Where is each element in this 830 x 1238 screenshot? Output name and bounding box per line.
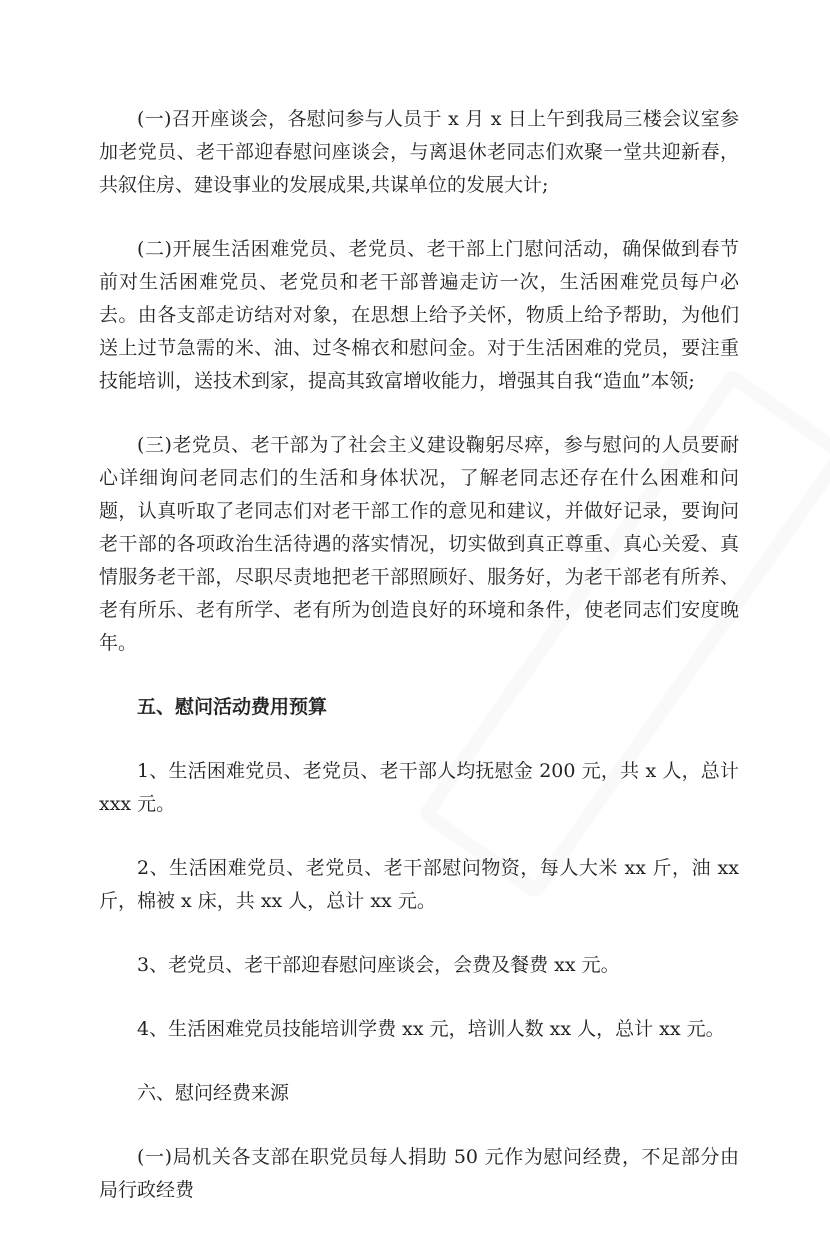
document-page [99,103,739,1238]
budget-item-1: 1、生活困难党员、老党员、老干部人均抚慰金 200 元，共 x 人，总计 xxx 元。 [99,760,739,815]
funding-item-1: (一)局机关各支部在职党员每人捐助 50 元作为慰问经费，不足部分由局行政经费 [99,1146,739,1201]
section-heading-funding: 六、慰问经费来源 [137,1082,290,1104]
budget-item-2: 2、生活困难党员、老党员、老干部慰问物资，每人大米 xx 斤，油 xx 斤，棉被 x 床，共 xx 人，总计 xx 元。 [99,857,739,912]
paragraph-1: (一)召开座谈会，各慰问参与人员于 x 月 x 日上午到我局三楼会议室参加老党员、老干部迎春慰问座谈会，与离退休老同志们欢聚一堂共迎新春，共叙住房、建设事业的发展成果,共谋单位的发展大计; [99,108,739,196]
paragraph-3: (三)老党员、老干部为了社会主义建设鞠躬尽瘁，参与慰问的人员要耐心详细询问老同志们的生活和身体状况，了解老同志还存在什么困难和问题，认真听取了老同志们对老干部工作的意见和建议，并做好记录，要询问老干部的各项政治生活待遇的落实情况，切实做到真正尊重、真心关爱、真情服务老干部，尽职尽责地把老干部照顾好、服务好，为老干部老有所养、老有所乐、老有所学、老有所为创造良好的环境和条件，使老同志们安度晚年。 [99,434,739,654]
budget-item-4: 4、生活困难党员技能培训学费 xx 元，培训人数 xx 人，总计 xx 元。 [137,1018,725,1040]
section-heading-budget: 五、慰问活动费用预算 [137,696,328,718]
budget-item-3: 3、老党员、老干部迎春慰问座谈会，会费及餐费 xx 元。 [137,954,620,976]
paragraph-2: (二)开展生活困难党员、老党员、老干部上门慰问活动，确保做到春节前对生活困难党员、老党员和老干部普遍走访一次，生活困难党员每户必去。由各支部走访结对对象，在思想上给予关怀，物质上给予帮助，为他们送上过节急需的米、油、过冬棉衣和慰问金。对于生活困难的党员，要注重技能培训，送技术到家，提高其致富增收能力，增强其自我“造血”本领; [99,238,739,392]
